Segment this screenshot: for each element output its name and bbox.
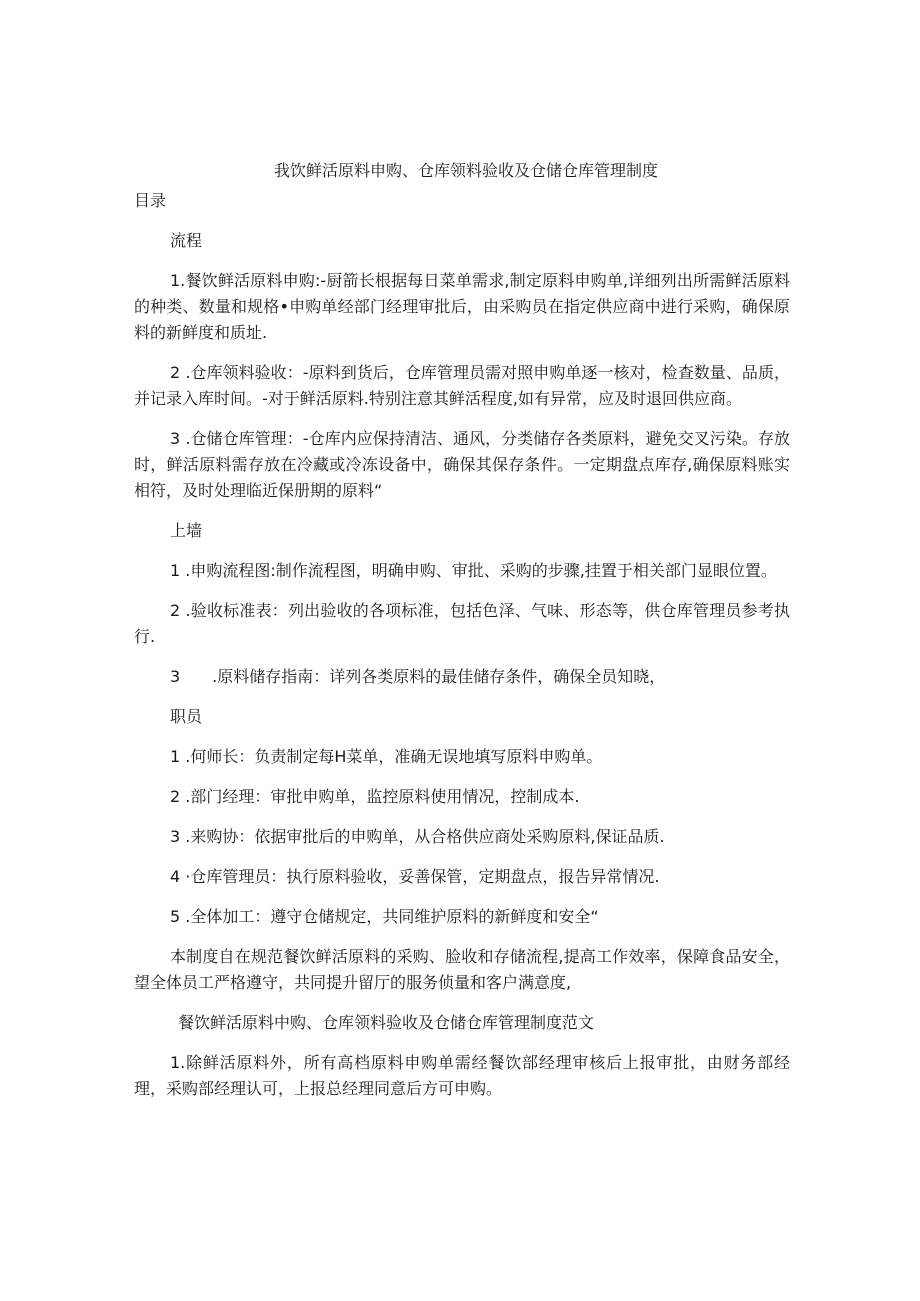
wall-item-3: 3 .原料储存指南：详列各类原料的最佳储存条件，确保全员知晓， xyxy=(170,667,666,686)
sample-item-1: 1.除鲜活原料外，所有高档原料申购单需经餐饮部经理审核后上报审批，由财务部经理，采购部经理认可，上报总经理同意后方可申购。 xyxy=(134,1053,790,1098)
process-item-1: 1.餐饮鲜活原料申购:-厨箭长根据每日菜单需求,制定原料申购单,详细列出所需鲜活原料的种类、数量和规格•申购单经部门经理审批后，由采购员在指定供应商中进行采购，确保原料的新鲜度和质址. xyxy=(134,271,790,342)
staff-item-4: 4 ·仓库管理员：执行原料验收，妥善保管，定期盘点，报告异常情况. xyxy=(170,867,660,886)
document-body xyxy=(134,158,790,1116)
staff-item-5: 5 .全体加工：遵守仓储规定，共同维护原料的新鲜度和安全“ xyxy=(170,907,599,926)
document-title: 我饮鲜活原料申购、仓库领料验收及仓储仓库管理制度 xyxy=(273,161,658,180)
process-item-3: 3 .仓储仓库管理：-仓库内应保持清洁、通风，分类储存各类原料，避免交叉污染。存放时，鲜活原料需存放在冷藏或冷冻设备中，确保其保存条件。一定期盘点库存,确保原料账实相符，及时处理临近保册期的原料“ xyxy=(134,429,790,500)
wall-item-1: 1 .申购流程图:制作流程图，明确申购、审批、采购的步骤,挂置于相关部门显眼位置。 xyxy=(170,561,777,580)
section-heading-staff: 职员 xyxy=(170,707,203,726)
closing-paragraph: 本制度自在规范餐饮鲜活原料的采购、脸收和存储流程,提高工作效率，保障食品安全，望全体员工严格遵守，共同提升留厅的服务侦量和客户满意度, xyxy=(134,947,790,992)
staff-item-1: 1 .何师长：负责制定每H菜单，准确无误地填写原料申购单。 xyxy=(170,747,603,766)
staff-item-3: 3 .来购协：依据审批后的申购单，从合格供应商处采购原料,保证品质. xyxy=(170,827,665,846)
toc-label: 目录 xyxy=(134,191,167,210)
sample-title: 餐饮鲜活原料中购、仓库领料验收及仓储仓库管理制度范文 xyxy=(178,1013,595,1032)
staff-item-2: 2 .部门经理：审批申购单，监控原料使用情况，控制成本. xyxy=(170,787,580,806)
wall-item-2: 2 .验收标准表：列出验收的各项标准，包括色泽、气味、形态等，供仓库管理员参考执行. xyxy=(134,601,790,646)
process-item-2: 2 .仓库领料验收：-原料到货后，仓库管理员需对照申购单逐一核对，检查数量、品质，并记录入库时间。-对于鲜活原料.特别注意其鲜活程度,如有异常，应及时退回供应商。 xyxy=(134,363,790,408)
section-heading-process: 流程 xyxy=(170,231,203,250)
section-heading-wall: 上墙 xyxy=(170,521,203,540)
